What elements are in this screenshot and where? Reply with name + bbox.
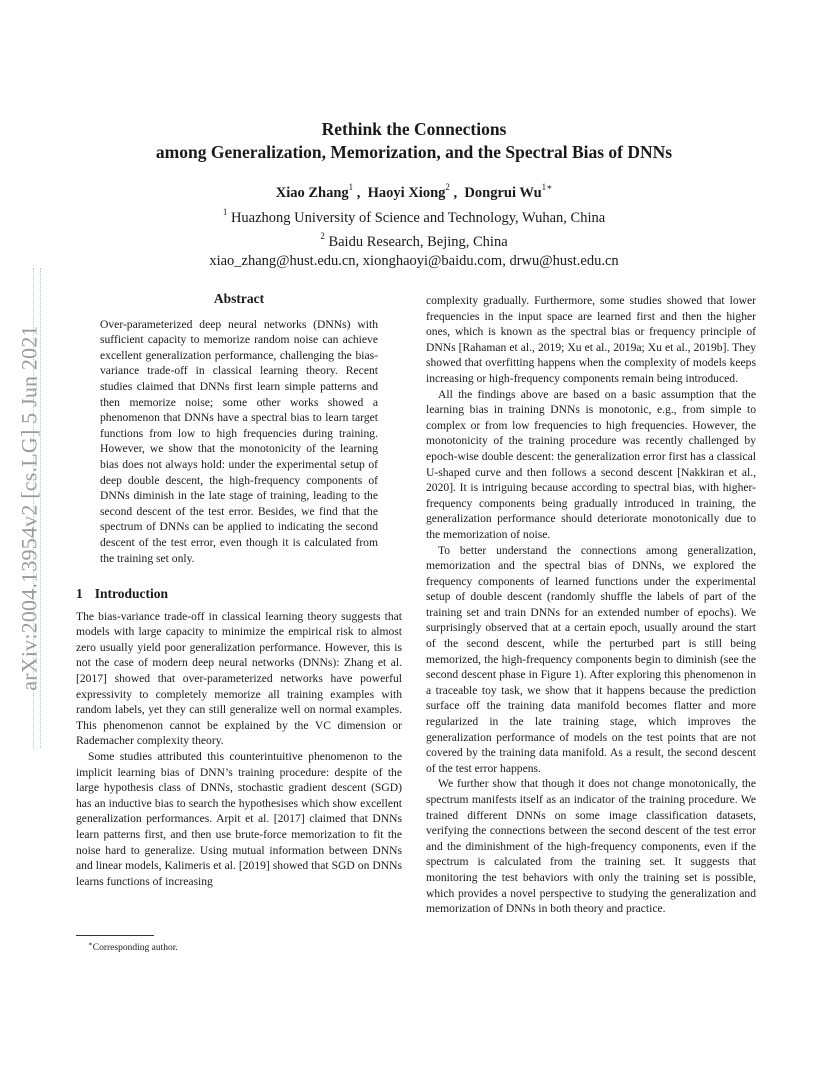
paper-title xyxy=(0,118,828,164)
affiliation-2-mark: 2 xyxy=(320,230,325,241)
footnote-text: Corresponding author. xyxy=(92,943,178,954)
affiliation-1-text: Huazhong University of Science and Technology, Wuhan, China xyxy=(230,209,606,226)
abstract-text: Over-parameterized deep neural networks (DNNs) with sufficient capacity to memorize random noise can achieve excellent generalization performance, challenging the bias-variance trade-off in classical learning theory. Recent studies claimed that DNNs first learn simple patterns and then memorize noise; some other works showed a phenomenon that DNNs have a spectral bias to learn target functions from low to high frequencies during training. However, we show that the monotonicity of the learning bias does not always hold: under the experimental setup of deep double descent, the high-frequency components of DNNs diminish in the late stage of training, leading to the second descent of the test error. Besides, we find that the spectrum of DNNs can be applied to indicating the second descent of the test error, even though it is calculated from the training set only. xyxy=(100,317,378,565)
left-column xyxy=(76,291,402,889)
affiliation-2 xyxy=(0,228,828,252)
abstract-heading: Abstract xyxy=(213,291,265,306)
author-2-affil: 2 xyxy=(445,182,450,192)
section-title: Introduction xyxy=(94,586,169,602)
section-number: 1 xyxy=(76,586,83,602)
author-3-affil: 1∗ xyxy=(541,182,553,192)
author-2: Haoyi Xiong xyxy=(367,184,446,201)
footnote xyxy=(88,938,178,955)
title-line-2: among Generalization, Memorization, and the Spectral Bias of DNNs xyxy=(155,142,673,162)
abstract-body xyxy=(100,317,378,567)
author-1: Xiao Zhang xyxy=(275,184,349,201)
affiliation-1 xyxy=(0,204,828,228)
right-paragraph-3: To better understand the connections among generalization, memorization and the spectral bias of DNNs, we explored the frequency components of learned functions under the experimental setup of double descent (randomly shuffle the labels of part of the training set and train DNNs for an extended number of epochs). We surprisingly observed that at a certain epoch, usually around the start of the second descent, while the perturbed part is still being memorized, the high-frequency components begin to diminish (see the second descent phase in Figure 1). After exploring this phenomenon in a traceable toy task, we show that it happens because the prediction surface off the training data manifold becomes flatter and more regularized in the late training stage, which improves the generalization performance of models on the test points that are not covered by the training data manifold. As a result, the second descent of the test error happens. xyxy=(426,543,756,775)
intro-paragraph-1: The bias-variance trade-off in classical learning theory suggests that models with large capacity to minimize the empirical risk to almost zero usually yield poor generalization performance. However, this is not the case of modern deep neural networks (DNNs): Zhang et al. [2017] showed that over-parameterized networks have powerful expressivity to completely memorize all training examples with random labels, yet they can still generalize well on normal examples. This phenomenon cannot be explained by the VC dimension or Rademacher complexity theory. xyxy=(76,609,402,748)
author-emails: xiao_zhang@hust.edu.cn, xionghaoyi@baidu.com, drwu@hust.edu.cn xyxy=(209,252,619,269)
arxiv-stamp xyxy=(14,268,46,748)
right-column xyxy=(426,293,756,917)
right-paragraph-2: All the findings above are based on a basic assumption that the learning bias in training DNNs is monotonic, e.g., from simple to complex or from low frequencies to high frequencies. However, the monotonicity of the training procedure was recently challenged by epoch-wise double descent: the generalization error first has a classical U-shaped curve and then follows a second descent [Nakkiran et al., 2020]. It is intriguing because according to spectral bias, with higher-frequency components being gradually introduced in training, the generalization performance should deteriorate monotonically due to the memorization of noise. xyxy=(426,387,756,541)
author-1-affil: 1 xyxy=(348,182,354,192)
arxiv-id[interactable]: arXiv:2004.13954v2 [cs.LG] 5 Jun 2021 xyxy=(17,325,43,691)
footnote-mark: ∗ xyxy=(88,940,93,948)
section-heading-introduction xyxy=(76,586,402,602)
right-paragraph-1: complexity gradually. Furthermore, some studies showed that lower frequencies in the input space are learned first and then the higher ones, which is known as the spectral bias or frequency principle of DNNs [Rahaman et al., 2019; Xu et al., 2019a; Xu et al., 2019b]. They showed that overfitting happens when the complexity of models keeps increasing or high-frequency components remain being introduced. xyxy=(426,294,756,385)
title-line-1: Rethink the Connections xyxy=(321,119,507,139)
intro-paragraph-2: Some studies attributed this counterintuitive phenomenon to the implicit learning bias of DNN’s training procedure: despite of the large hypothesis class of DNNs, stochastic gradient descent (SGD) has an inductive bias to search the hypothesises which show excellent generalization performances. Arpit et al. [2017] claimed that DNNs learn patterns first, and then use brute-force memorization to fit the noise hard to generalize. Using mutual information between DNNs and linear models, Kalimeris et al. [2019] showed that SGD on DNNs learns functions of increasing xyxy=(76,750,402,888)
affiliations xyxy=(0,204,828,271)
affiliation-1-mark: 1 xyxy=(222,207,228,217)
author-list: Xiao Zhang$^1$ , Haoyi Xiong$^2$ , Dongrui $Wu^{1∗}$ xyxy=(275,182,553,201)
footnote-divider xyxy=(76,935,154,936)
author-3: Dongrui Wu xyxy=(464,184,542,201)
right-paragraph-4: We further show that though it does not change monotonically, the spectrum manifests itself as an indicator of the training procedure. We trained different DNNs on some image classification datasets, verifying the connections between the second descent of the test error and the diminishment of the high-frequency components, even if the spectrum is calculated from the training set. It suggests that monitoring the test behaviors with only the training set is possible, which provides a novel perspective to studying the generalization and memorization of DNNs in both theory and practice. xyxy=(426,777,756,916)
affiliation-2-text: Baidu Research, Bejing, China xyxy=(328,233,508,250)
